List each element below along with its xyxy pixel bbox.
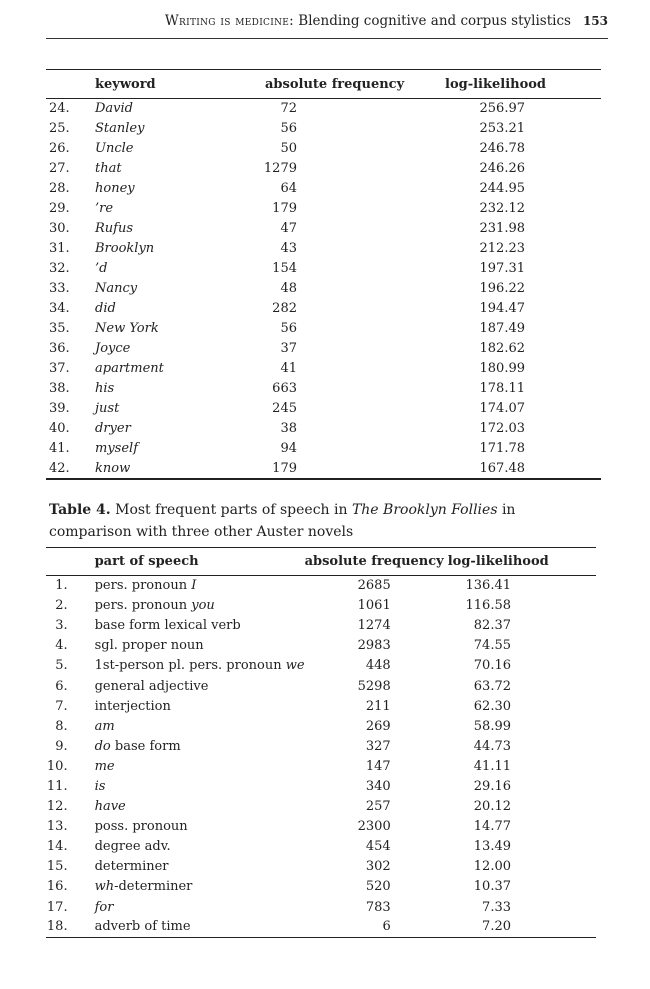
frequency-cell: 454 bbox=[365, 839, 391, 855]
table-row bbox=[46, 139, 601, 159]
pos-plain-part: poss. pronoun bbox=[94, 819, 188, 835]
log-likelihood-cell: 174.07 bbox=[479, 401, 525, 416]
table-row bbox=[46, 199, 601, 219]
table-row bbox=[46, 99, 601, 119]
log-likelihood-cell: 13.49 bbox=[473, 839, 511, 855]
frequency-cell: 1279 bbox=[263, 161, 297, 176]
frequency-cell: 64 bbox=[280, 181, 297, 196]
frequency-cell: 520 bbox=[365, 879, 391, 895]
keyword-cell: Rufus bbox=[95, 221, 134, 236]
keyword-cell: myself bbox=[95, 441, 139, 456]
row-number: 34. bbox=[49, 301, 70, 316]
keyword-cell: that bbox=[95, 161, 122, 176]
table-row bbox=[46, 319, 601, 339]
row-number: 18. bbox=[46, 917, 95, 937]
part-of-speech-cell bbox=[95, 576, 305, 596]
frequency-cell: 147 bbox=[365, 758, 391, 774]
row-number: 35. bbox=[49, 321, 70, 336]
frequency-cell: 663 bbox=[272, 381, 297, 396]
log-likelihood-cell: 244.95 bbox=[479, 181, 525, 196]
frequency-cell: 47 bbox=[280, 221, 297, 236]
log-likelihood-cell: 74.55 bbox=[473, 638, 511, 654]
pos-table-header bbox=[46, 548, 596, 576]
parts-of-speech-table bbox=[46, 547, 596, 938]
keyword-cell: ’d bbox=[95, 261, 108, 276]
table-row bbox=[46, 676, 596, 696]
table-row bbox=[46, 837, 596, 857]
log-likelihood-cell: 41.11 bbox=[473, 758, 511, 774]
keyword-cell: New York bbox=[95, 321, 159, 336]
part-of-speech-cell bbox=[95, 596, 305, 616]
pos-italic-part: do bbox=[94, 738, 111, 754]
keyword-cell: did bbox=[95, 301, 116, 316]
table-row bbox=[46, 817, 596, 837]
frequency-cell: 72 bbox=[280, 101, 297, 117]
log-likelihood-cell: 7.33 bbox=[482, 899, 511, 915]
frequency-cell: 41 bbox=[280, 361, 297, 376]
log-likelihood-cell: 14.77 bbox=[473, 819, 511, 835]
running-head-title bbox=[165, 12, 571, 30]
log-likelihood-cell: 82.37 bbox=[473, 618, 511, 634]
table-row bbox=[46, 797, 596, 817]
row-number: 13. bbox=[46, 819, 68, 835]
frequency-cell: 94 bbox=[280, 441, 297, 456]
row-number: 17. bbox=[46, 899, 68, 915]
caption-text-after: in comparison with three other Auster novels bbox=[49, 502, 516, 540]
part-of-speech-cell bbox=[95, 897, 305, 917]
frequency-cell: 56 bbox=[280, 321, 297, 336]
col-header-absolute-frequency: absolute frequency bbox=[305, 548, 444, 576]
col-header-keyword: keyword bbox=[95, 70, 260, 99]
frequency-cell: 179 bbox=[272, 201, 297, 216]
log-likelihood-cell: 212.23 bbox=[479, 241, 525, 256]
log-likelihood-cell: 63.72 bbox=[473, 678, 511, 694]
table-row bbox=[46, 616, 596, 636]
log-likelihood-cell: 12.00 bbox=[473, 859, 511, 875]
col-header-number bbox=[46, 70, 95, 99]
log-likelihood-cell: 194.47 bbox=[479, 301, 525, 316]
row-number: 38. bbox=[49, 381, 70, 396]
part-of-speech-cell bbox=[95, 817, 305, 837]
log-likelihood-cell: 116.58 bbox=[465, 598, 511, 614]
log-likelihood-cell: 20.12 bbox=[473, 799, 511, 815]
pos-italic-part: I bbox=[191, 578, 197, 594]
row-number: 42. bbox=[46, 459, 95, 479]
keyword-cell: David bbox=[95, 101, 133, 117]
table-row bbox=[46, 359, 601, 379]
caption-book-title: The Brooklyn Follies bbox=[351, 502, 498, 518]
table-row bbox=[46, 439, 601, 459]
log-likelihood-cell: 10.37 bbox=[473, 879, 511, 895]
table-row bbox=[46, 897, 596, 917]
table-row bbox=[46, 459, 601, 479]
row-number: 11. bbox=[46, 778, 68, 794]
table-row bbox=[46, 857, 596, 877]
log-likelihood-cell: 62.30 bbox=[473, 698, 511, 714]
frequency-cell: 2300 bbox=[357, 819, 391, 835]
table-caption bbox=[49, 499, 601, 543]
part-of-speech-cell bbox=[95, 756, 305, 776]
row-number: 39. bbox=[49, 401, 70, 416]
row-number: 12. bbox=[46, 799, 68, 815]
frequency-cell: 783 bbox=[365, 899, 391, 915]
frequency-cell: 257 bbox=[365, 799, 391, 815]
table-row bbox=[46, 736, 596, 756]
log-likelihood-cell: 29.16 bbox=[473, 778, 511, 794]
log-likelihood-cell: 70.16 bbox=[473, 658, 511, 674]
row-number: 14. bbox=[46, 839, 68, 855]
table-row bbox=[46, 339, 601, 359]
part-of-speech-cell bbox=[95, 736, 305, 756]
log-likelihood-cell: 197.31 bbox=[479, 261, 525, 276]
pos-italic-part: is bbox=[94, 778, 106, 794]
pos-italic-part: me bbox=[94, 758, 115, 774]
col-header-absolute-frequency: absolute frequency bbox=[260, 70, 445, 99]
pos-plain-part: general adjective bbox=[94, 678, 209, 694]
table-row bbox=[46, 596, 596, 616]
frequency-cell: 245 bbox=[272, 401, 297, 416]
row-number: 4. bbox=[55, 638, 68, 654]
row-number: 16. bbox=[46, 879, 68, 895]
row-number: 3. bbox=[55, 618, 68, 634]
pos-plain-part: adverb of time bbox=[94, 919, 191, 935]
running-head-rest: Blending cognitive and corpus stylistics bbox=[298, 13, 571, 29]
part-of-speech-cell bbox=[95, 656, 305, 676]
row-number: 24. bbox=[49, 101, 70, 117]
frequency-cell: 38 bbox=[280, 421, 297, 436]
part-of-speech-cell bbox=[95, 636, 305, 656]
part-of-speech-cell bbox=[95, 776, 305, 796]
table-row bbox=[46, 917, 596, 937]
keyword-cell: ’re bbox=[95, 201, 114, 216]
row-number: 28. bbox=[49, 181, 70, 196]
table-row bbox=[46, 656, 596, 676]
caption-text-before: Most frequent parts of speech in bbox=[115, 502, 348, 518]
frequency-cell: 154 bbox=[272, 261, 297, 276]
frequency-cell: 269 bbox=[365, 718, 391, 734]
frequency-cell: 340 bbox=[365, 778, 391, 794]
part-of-speech-cell bbox=[95, 837, 305, 857]
frequency-cell: 2685 bbox=[357, 578, 391, 594]
keyword-cell: honey bbox=[95, 181, 135, 196]
row-number: 8. bbox=[55, 718, 68, 734]
keyword-table bbox=[46, 69, 601, 480]
row-number: 1. bbox=[55, 578, 68, 594]
frequency-cell: 2983 bbox=[357, 638, 391, 654]
row-number: 26. bbox=[49, 141, 70, 156]
row-number: 7. bbox=[55, 698, 68, 714]
log-likelihood-cell: 172.03 bbox=[479, 421, 525, 436]
col-header-log-likelihood: log-likelihood bbox=[445, 70, 601, 99]
pos-italic-part: am bbox=[94, 718, 115, 734]
keyword-cell: Joyce bbox=[95, 341, 131, 356]
table-row bbox=[46, 159, 601, 179]
table-row bbox=[46, 636, 596, 656]
table-row bbox=[46, 576, 596, 596]
row-number: 9. bbox=[55, 738, 68, 754]
frequency-cell: 1274 bbox=[357, 618, 391, 634]
keyword-cell: dryer bbox=[95, 421, 131, 436]
pos-italic-part: we bbox=[285, 658, 305, 674]
log-likelihood-cell: 171.78 bbox=[479, 441, 525, 456]
log-likelihood-cell: 256.97 bbox=[479, 101, 525, 117]
table-row bbox=[46, 179, 601, 199]
keyword-cell: know bbox=[95, 459, 260, 479]
part-of-speech-cell bbox=[95, 857, 305, 877]
pos-italic-part: for bbox=[94, 899, 114, 915]
table-row bbox=[46, 696, 596, 716]
table-row bbox=[46, 756, 596, 776]
frequency-cell: 327 bbox=[365, 738, 391, 754]
pos-plain-part: 1st-person pl. pers. pronoun bbox=[94, 658, 282, 674]
log-likelihood-cell: 136.41 bbox=[465, 578, 511, 594]
pos-plain-part: sgl. proper noun bbox=[94, 638, 204, 654]
row-number: 30. bbox=[49, 221, 70, 236]
log-likelihood-cell: 246.78 bbox=[479, 141, 525, 156]
table-row bbox=[46, 219, 601, 239]
log-likelihood-cell: 178.11 bbox=[479, 381, 525, 396]
part-of-speech-cell bbox=[95, 696, 305, 716]
row-number: 37. bbox=[49, 361, 70, 376]
table-row bbox=[46, 279, 601, 299]
keyword-cell: apartment bbox=[95, 361, 164, 376]
frequency-cell: 6 bbox=[305, 917, 444, 937]
frequency-cell: 5298 bbox=[357, 678, 391, 694]
frequency-cell: 179 bbox=[260, 459, 445, 479]
pos-italic-part: you bbox=[191, 598, 215, 614]
frequency-cell: 48 bbox=[280, 281, 297, 296]
part-of-speech-cell bbox=[95, 616, 305, 636]
frequency-cell: 282 bbox=[272, 301, 297, 316]
log-likelihood-cell: 232.12 bbox=[479, 201, 525, 216]
log-likelihood-cell: 7.20 bbox=[444, 917, 596, 937]
row-number: 2. bbox=[55, 598, 68, 614]
row-number: 33. bbox=[49, 281, 70, 296]
log-likelihood-cell: 180.99 bbox=[479, 361, 525, 376]
table-row bbox=[46, 239, 601, 259]
table-row bbox=[46, 379, 601, 399]
frequency-cell: 302 bbox=[365, 859, 391, 875]
row-number: 25. bbox=[49, 121, 70, 136]
pos-plain-part: determiner bbox=[94, 859, 169, 875]
row-number: 36. bbox=[49, 341, 70, 356]
table-row bbox=[46, 716, 596, 736]
log-likelihood-cell: 253.21 bbox=[479, 121, 525, 136]
pos-plain-part: base form lexical verb bbox=[94, 618, 241, 634]
log-likelihood-cell: 44.73 bbox=[473, 738, 511, 754]
frequency-cell: 448 bbox=[365, 658, 391, 674]
pos-plain-part: degree adv. bbox=[94, 839, 171, 855]
row-number: 15. bbox=[46, 859, 68, 875]
keyword-cell: Stanley bbox=[95, 121, 145, 136]
frequency-cell: 1061 bbox=[357, 598, 391, 614]
row-number: 29. bbox=[49, 201, 70, 216]
log-likelihood-cell: 167.48 bbox=[445, 459, 601, 479]
table-row bbox=[46, 299, 601, 319]
table-row bbox=[46, 399, 601, 419]
col-header-log-likelihood: log-likelihood bbox=[444, 548, 596, 576]
col-header-part-of-speech: part of speech bbox=[95, 548, 305, 576]
pos-italic-part: wh bbox=[94, 879, 115, 895]
row-number: 6. bbox=[55, 678, 68, 694]
log-likelihood-cell: 58.99 bbox=[473, 718, 511, 734]
row-number: 10. bbox=[46, 758, 68, 774]
running-head-caps: Writing is medicine: bbox=[164, 13, 294, 29]
pos-plain-part: base form bbox=[114, 738, 181, 754]
table-row bbox=[46, 877, 596, 897]
keyword-cell: just bbox=[95, 401, 120, 416]
row-number: 40. bbox=[49, 421, 70, 436]
part-of-speech-cell bbox=[95, 877, 305, 897]
frequency-cell: 211 bbox=[365, 698, 391, 714]
keyword-cell: Uncle bbox=[95, 141, 134, 156]
keyword-cell: his bbox=[95, 381, 115, 396]
col-header-number bbox=[46, 548, 95, 576]
pos-plain-part: pers. pronoun bbox=[94, 598, 188, 614]
pos-italic-part: have bbox=[94, 799, 126, 815]
part-of-speech-cell bbox=[95, 716, 305, 736]
keyword-cell: Brooklyn bbox=[95, 241, 155, 256]
row-number: 32. bbox=[49, 261, 70, 276]
keyword-table-header bbox=[46, 70, 601, 99]
part-of-speech-cell bbox=[95, 676, 305, 696]
table-row bbox=[46, 776, 596, 796]
log-likelihood-cell: 196.22 bbox=[479, 281, 525, 296]
pos-plain-part: -determiner bbox=[114, 879, 193, 895]
caption-label: Table 4. bbox=[49, 502, 111, 518]
pos-plain-part: interjection bbox=[94, 698, 171, 714]
part-of-speech-cell bbox=[95, 917, 305, 937]
pos-plain-part: pers. pronoun bbox=[94, 578, 188, 594]
log-likelihood-cell: 231.98 bbox=[479, 221, 525, 236]
row-number: 5. bbox=[55, 658, 68, 674]
frequency-cell: 37 bbox=[280, 341, 297, 356]
page-number: 153 bbox=[582, 14, 608, 28]
frequency-cell: 43 bbox=[280, 241, 297, 256]
frequency-cell: 50 bbox=[280, 141, 297, 156]
log-likelihood-cell: 187.49 bbox=[479, 321, 525, 336]
running-header bbox=[46, 12, 608, 39]
keyword-cell: Nancy bbox=[95, 281, 138, 296]
row-number: 31. bbox=[49, 241, 70, 256]
table-row bbox=[46, 259, 601, 279]
table-row bbox=[46, 419, 601, 439]
log-likelihood-cell: 246.26 bbox=[479, 161, 525, 176]
row-number: 41. bbox=[49, 441, 70, 456]
frequency-cell: 56 bbox=[280, 121, 297, 136]
table-row bbox=[46, 119, 601, 139]
part-of-speech-cell bbox=[95, 797, 305, 817]
log-likelihood-cell: 182.62 bbox=[479, 341, 525, 356]
row-number: 27. bbox=[49, 161, 70, 176]
